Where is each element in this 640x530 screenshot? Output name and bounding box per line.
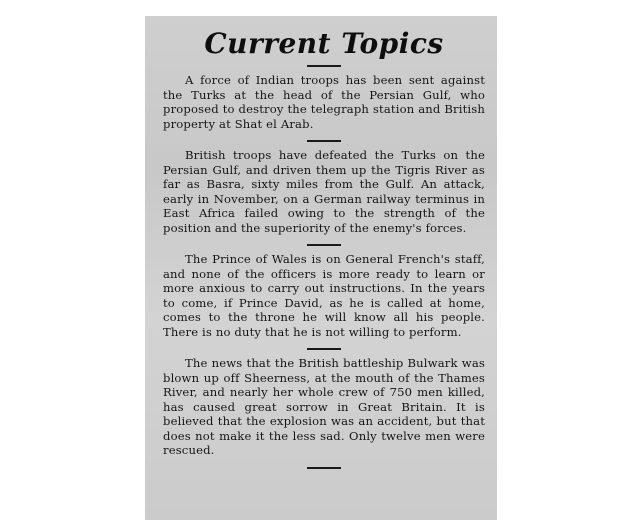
paragraph-persian-gulf: British troops have defeated the Turks on the Persian Gulf, and driven them up the Tigris River as far as Basra, sixty miles from the Gulf. An attack, early in November, on a German railway terminus in East Africa failed owing to the strength of the position and the superiority of the enemy's forces. <box>163 148 485 235</box>
divider-rule <box>307 65 341 67</box>
newspaper-clipping <box>145 16 497 520</box>
divider-rule <box>307 244 341 246</box>
headline: Current Topics <box>204 27 444 60</box>
paragraph-prince-of-wales: The Prince of Wales is on General French's staff, and none of the officers is more ready to learn or more anxious to carry out instructions. In the years to come, if Prince David, as he is called at home, comes to the throne he will know all his people. There is no duty that he is not willing to perform. <box>163 252 485 339</box>
divider-rule <box>307 467 341 469</box>
divider-rule <box>307 348 341 350</box>
paragraph-indian-troops: A force of Indian troops has been sent against the Turks at the head of the Persian Gulf, who proposed to destroy the telegraph station and British property at Shat el Arab. <box>163 73 485 131</box>
paragraph-bulwark: The news that the British battleship Bulwark was blown up off Sheerness, at the mouth of the Thames River, and nearly her whole crew of 750 men killed, has caused great sorrow in Great Britain. It is believed that the explosion was an accident, but that does not make it the less sad. Only twelve men were rescued. <box>163 356 485 457</box>
divider-rule <box>307 140 341 142</box>
